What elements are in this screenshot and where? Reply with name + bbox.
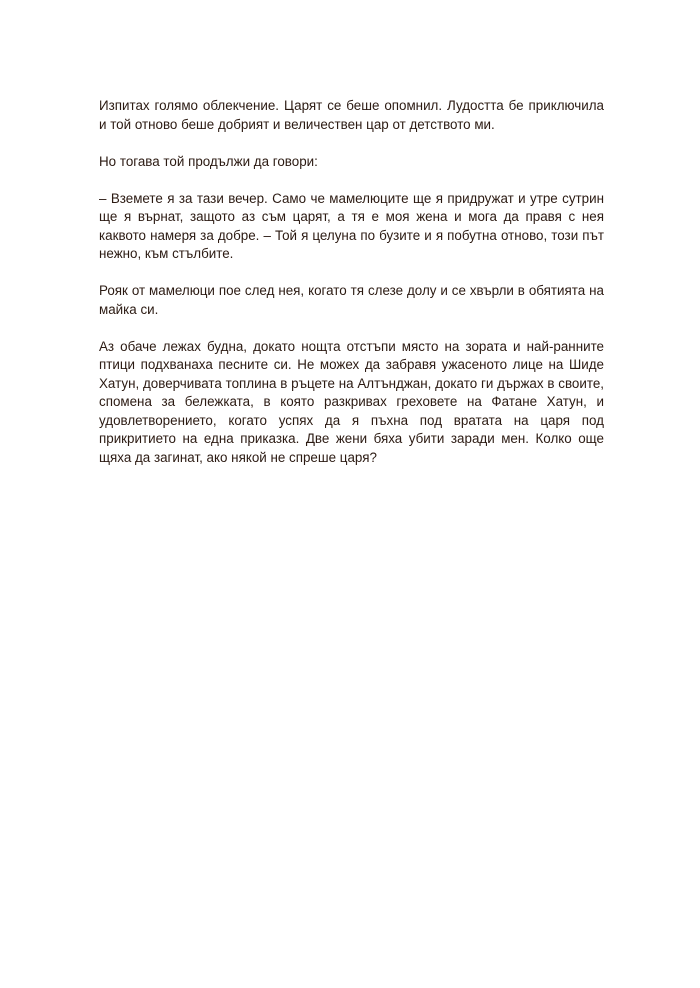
body-text bbox=[99, 97, 604, 467]
paragraph-1: Изпитах голямо облекчение. Царят се беше опомнил. Лудостта бе приключила и той отново беше добрият и величествен цар от детството ми. bbox=[99, 98, 604, 132]
paragraph-3: – Вземете я за тази вечер. Само че мамелюците ще я придружат и утре сутрин ще я върнат, защото аз съм царят, а тя е моя жена и мога да правя с нея каквото намеря за добре. – Той я целуна по бузите и я побутна отново, този път нежно, към стълбите. bbox=[99, 190, 604, 261]
paragraph-5: Аз обаче лежах будна, докато нощта отстъпи място на зората и най-ранните птици подхванаха песните си. Не можех да забравя ужасеното лице на Шиде Хатун, доверчивата топлина в ръцете на Алтънджан, докато ги държах в своите, спомена за бележката, в която разкривах греховете на Фатане Хатун, и удовлетворението, когато успях да я пъхна под вратата на царя под прикритието на една приказка. Две жени бяха убити заради мен. Колко още щяха да загинат, ако някой не спреше царя? bbox=[99, 338, 604, 465]
paragraph-4: Рояк от мамелюци пое след нея, когато тя слезе долу и се хвърли в обятията на майка си. bbox=[99, 283, 604, 317]
paragraph-2: Но тогава той продължи да говори: bbox=[99, 153, 318, 169]
